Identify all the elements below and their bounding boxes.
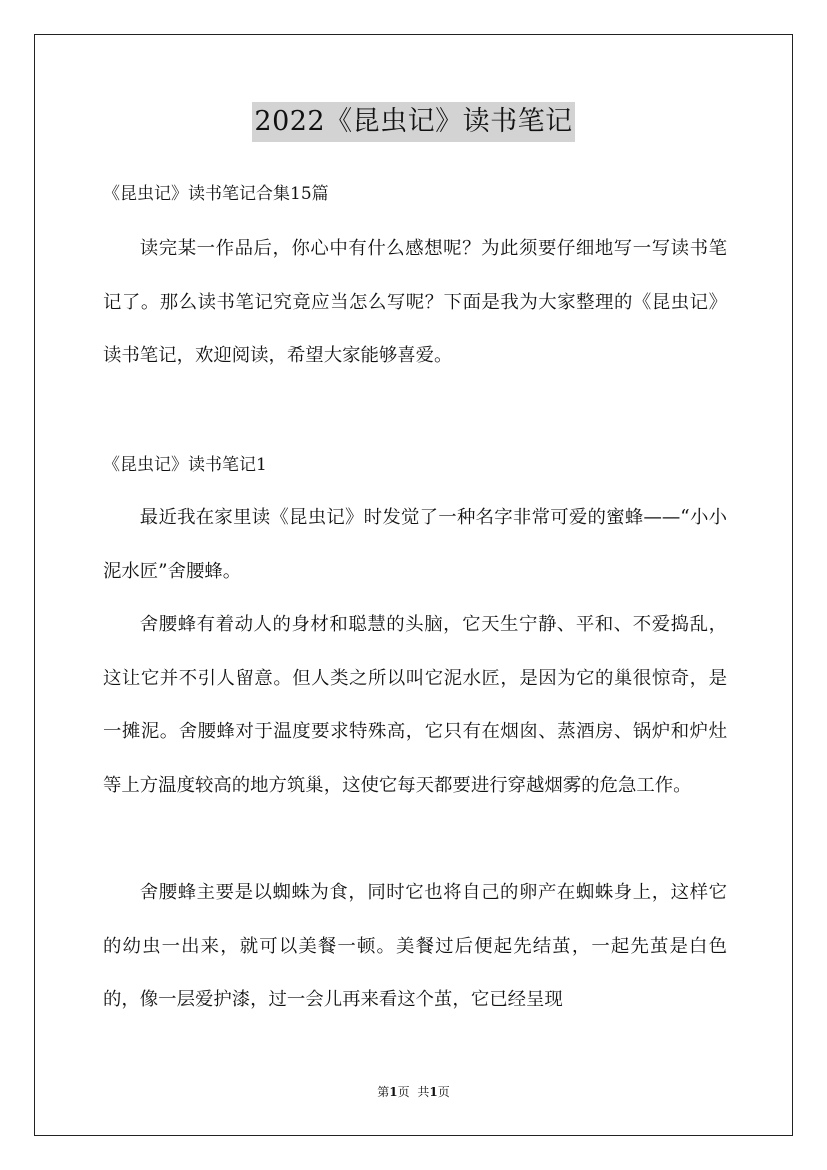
footer-page-unit: 页 <box>397 1085 410 1099</box>
footer-page-label: 第 <box>377 1085 390 1099</box>
body-paragraph-1: 最近我在家里读《昆虫记》时发觉了一种名字非常可爱的蜜蜂——“小小泥水匠”舍腰蜂。 <box>103 507 727 582</box>
footer-total-unit: 页 <box>437 1085 450 1099</box>
footer-page-number: 1 <box>389 1085 398 1099</box>
title-container <box>0 102 827 142</box>
document-title: 2022《昆虫记》读书笔记 <box>252 102 574 142</box>
document-subtitle: 《昆虫记》读书笔记合集15篇 <box>103 184 329 204</box>
footer-total-label: 共 <box>417 1085 430 1099</box>
body-paragraph-3-clip <box>0 866 827 1044</box>
body-paragraph-3: 舍腰蜂主要是以蜘蛛为食，同时它也将自己的卵产在蜘蛛身上，这样它的幼虫一出来，就可以美餐一顿。美餐过后便起先结茧，一起先茧是白色的，像一层爱护漆，过一会儿再来看这个茧，它已经呈现 <box>103 882 727 1011</box>
section-heading: 《昆虫记》读书笔记1 <box>103 455 267 475</box>
intro-paragraph: 读完某一作品后，你心中有什么感想呢？为此须要仔细地写一写读书笔记了。那么读书笔记究竟应当怎么写呢？下面是我为大家整理的《昆虫记》读书笔记，欢迎阅读，希望大家能够喜爱。 <box>103 238 727 367</box>
footer-total-number: 1 <box>429 1085 438 1099</box>
body-paragraph-2: 舍腰蜂有着动人的身材和聪慧的头脑，它天生宁静、平和、不爱捣乱，这让它并不引人留意。但人类之所以叫它泥水匠，是因为它的巢很惊奇，是一摊泥。舍腰蜂对于温度要求特殊高，它只有在烟囱、蒸酒房、锅炉和炉灶等上方温度较高的地方筑巢，这使它每天都要进行穿越烟雾的危急工作。 <box>103 614 727 796</box>
page-footer <box>0 1083 827 1101</box>
